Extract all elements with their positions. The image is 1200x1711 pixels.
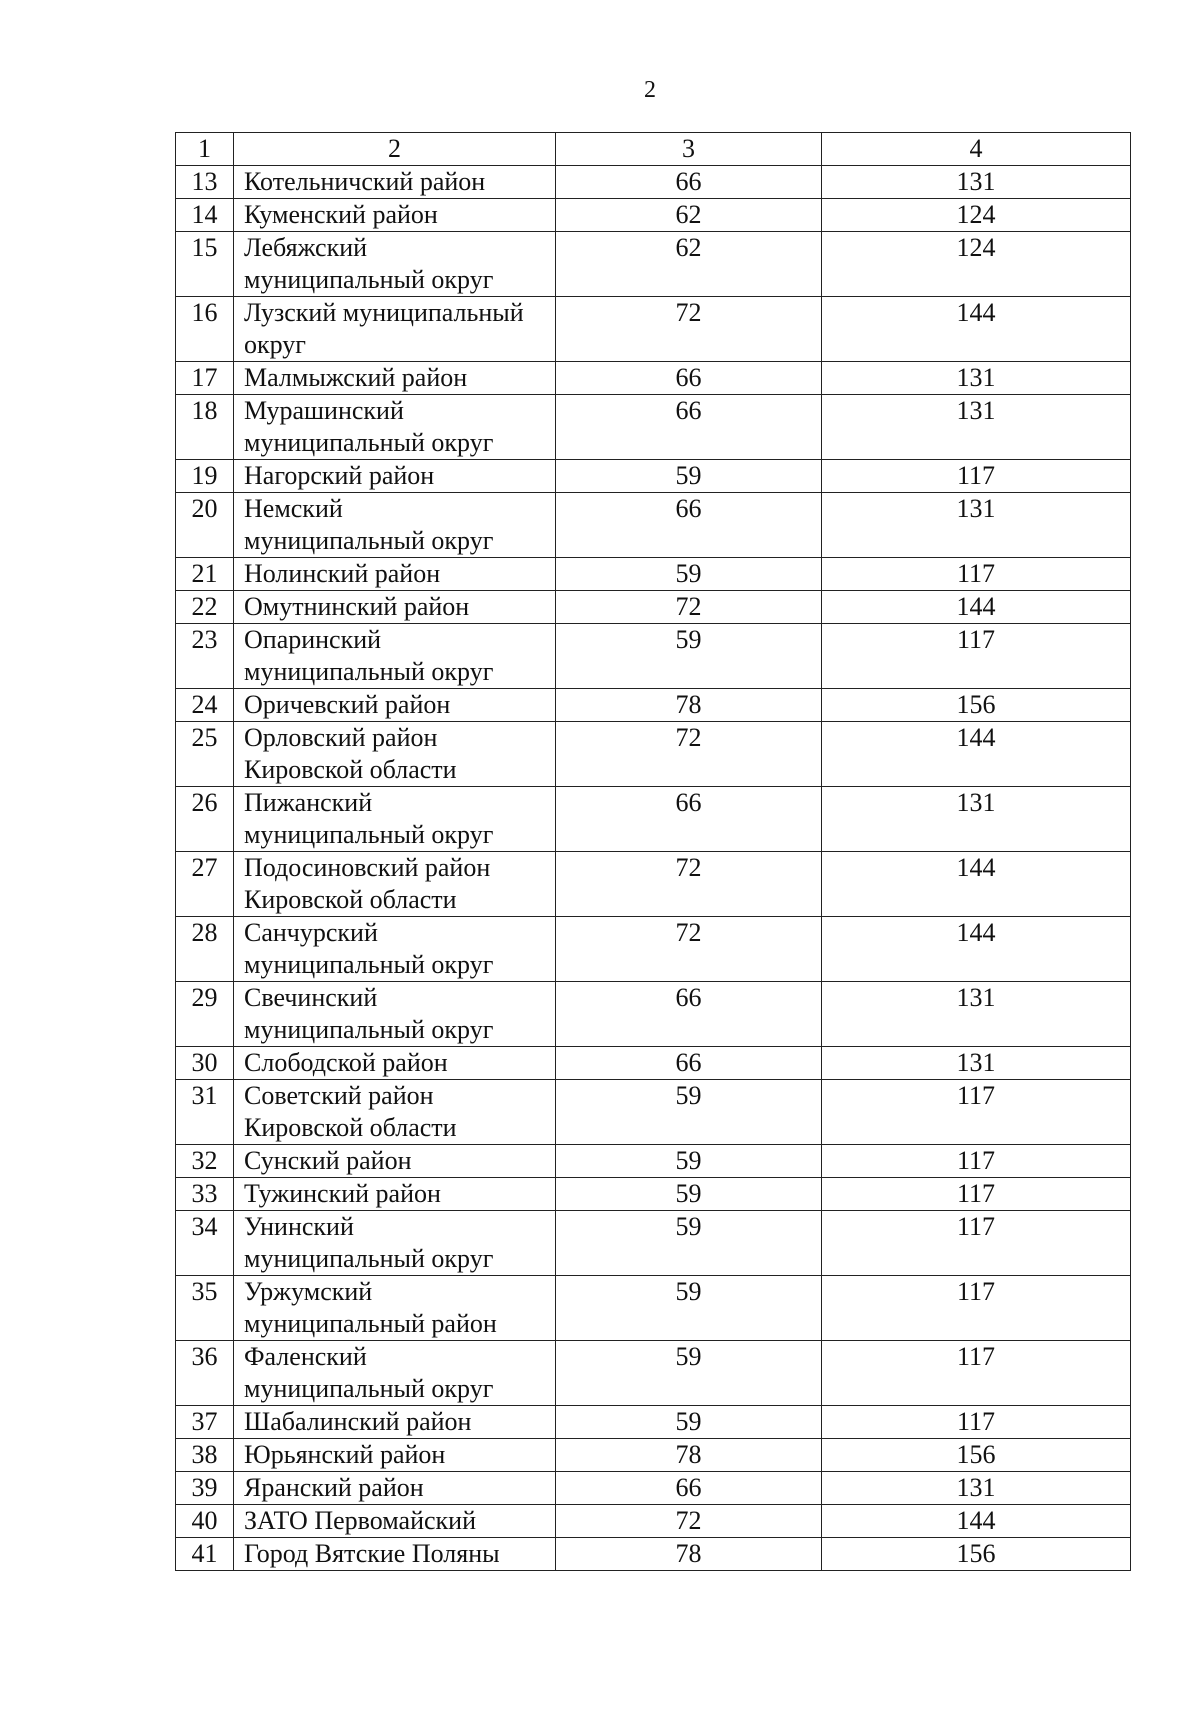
table-row bbox=[176, 493, 1131, 558]
row-number-cell: 14 bbox=[176, 199, 234, 232]
value-col3-cell: 59 bbox=[556, 460, 822, 493]
row-number-cell: 40 bbox=[176, 1505, 234, 1538]
value-col4-cell: 117 bbox=[822, 460, 1131, 493]
district-name-cell: Нолинский район bbox=[234, 558, 556, 591]
value-col4-cell: 117 bbox=[822, 1178, 1131, 1211]
value-col3-cell: 66 bbox=[556, 166, 822, 199]
district-name-cell: Лузский муниципальный округ bbox=[234, 297, 556, 362]
district-name-cell: Оричевский район bbox=[234, 689, 556, 722]
value-col3-cell: 59 bbox=[556, 1145, 822, 1178]
value-col3-cell: 78 bbox=[556, 1439, 822, 1472]
row-number-cell: 15 bbox=[176, 232, 234, 297]
district-name-cell: Малмыжский район bbox=[234, 362, 556, 395]
row-number-cell: 37 bbox=[176, 1406, 234, 1439]
value-col4-cell: 131 bbox=[822, 787, 1131, 852]
table-row bbox=[176, 362, 1131, 395]
value-col3-cell: 66 bbox=[556, 395, 822, 460]
row-number-cell: 24 bbox=[176, 689, 234, 722]
district-name-cell: Сунский район bbox=[234, 1145, 556, 1178]
row-number-cell: 35 bbox=[176, 1276, 234, 1341]
row-number-cell: 30 bbox=[176, 1047, 234, 1080]
page-number: 2 bbox=[644, 77, 656, 103]
value-col4-cell: 117 bbox=[822, 558, 1131, 591]
value-col4-cell: 156 bbox=[822, 1439, 1131, 1472]
row-number-cell: 27 bbox=[176, 852, 234, 917]
value-col3-cell: 66 bbox=[556, 1472, 822, 1505]
value-col4-cell: 144 bbox=[822, 1505, 1131, 1538]
row-number-cell: 21 bbox=[176, 558, 234, 591]
table-row bbox=[176, 558, 1131, 591]
value-col3-cell: 66 bbox=[556, 787, 822, 852]
value-col4-cell: 131 bbox=[822, 166, 1131, 199]
row-number-cell: 31 bbox=[176, 1080, 234, 1145]
value-col4-cell: 117 bbox=[822, 1276, 1131, 1341]
district-name-cell: Свечинский муниципальный округ bbox=[234, 982, 556, 1047]
district-name-cell: Юрьянский район bbox=[234, 1439, 556, 1472]
header-cell-4: 4 bbox=[822, 133, 1131, 166]
district-table bbox=[175, 132, 1131, 1571]
value-col3-cell: 72 bbox=[556, 722, 822, 787]
district-name-cell: Куменский район bbox=[234, 199, 556, 232]
row-number-cell: 18 bbox=[176, 395, 234, 460]
value-col3-cell: 66 bbox=[556, 493, 822, 558]
value-col4-cell: 117 bbox=[822, 1211, 1131, 1276]
table-row bbox=[176, 787, 1131, 852]
district-name-cell: Уржумский муниципальный район bbox=[234, 1276, 556, 1341]
value-col3-cell: 66 bbox=[556, 362, 822, 395]
value-col3-cell: 59 bbox=[556, 1211, 822, 1276]
value-col3-cell: 66 bbox=[556, 1047, 822, 1080]
table-row bbox=[176, 297, 1131, 362]
row-number-cell: 19 bbox=[176, 460, 234, 493]
value-col4-cell: 124 bbox=[822, 232, 1131, 297]
row-number-cell: 17 bbox=[176, 362, 234, 395]
row-number-cell: 13 bbox=[176, 166, 234, 199]
district-name-cell: Немский муниципальный округ bbox=[234, 493, 556, 558]
value-col3-cell: 78 bbox=[556, 689, 822, 722]
value-col4-cell: 131 bbox=[822, 395, 1131, 460]
table-row bbox=[176, 199, 1131, 232]
table-row bbox=[176, 917, 1131, 982]
value-col3-cell: 59 bbox=[556, 1406, 822, 1439]
table-header-row bbox=[176, 133, 1131, 166]
header-cell-2: 2 bbox=[234, 133, 556, 166]
district-name-cell: Санчурский муниципальный округ bbox=[234, 917, 556, 982]
value-col4-cell: 131 bbox=[822, 1047, 1131, 1080]
row-number-cell: 22 bbox=[176, 591, 234, 624]
table-row bbox=[176, 1538, 1131, 1571]
value-col3-cell: 72 bbox=[556, 591, 822, 624]
district-name-cell: Пижанский муниципальный округ bbox=[234, 787, 556, 852]
table-row bbox=[176, 1080, 1131, 1145]
row-number-cell: 28 bbox=[176, 917, 234, 982]
district-name-cell: Фаленский муниципальный округ bbox=[234, 1341, 556, 1406]
table-row bbox=[176, 1178, 1131, 1211]
row-number-cell: 38 bbox=[176, 1439, 234, 1472]
district-name-cell: Орловский район Кировской области bbox=[234, 722, 556, 787]
value-col3-cell: 59 bbox=[556, 624, 822, 689]
table-row bbox=[176, 395, 1131, 460]
value-col3-cell: 66 bbox=[556, 982, 822, 1047]
district-name-cell: Котельничский район bbox=[234, 166, 556, 199]
value-col4-cell: 156 bbox=[822, 689, 1131, 722]
value-col3-cell: 72 bbox=[556, 917, 822, 982]
table-row bbox=[176, 982, 1131, 1047]
district-name-cell: Омутнинский район bbox=[234, 591, 556, 624]
row-number-cell: 23 bbox=[176, 624, 234, 689]
row-number-cell: 32 bbox=[176, 1145, 234, 1178]
table-row bbox=[176, 1276, 1131, 1341]
value-col4-cell: 144 bbox=[822, 917, 1131, 982]
row-number-cell: 39 bbox=[176, 1472, 234, 1505]
value-col4-cell: 117 bbox=[822, 624, 1131, 689]
row-number-cell: 41 bbox=[176, 1538, 234, 1571]
row-number-cell: 29 bbox=[176, 982, 234, 1047]
table-row bbox=[176, 1472, 1131, 1505]
row-number-cell: 16 bbox=[176, 297, 234, 362]
value-col4-cell: 124 bbox=[822, 199, 1131, 232]
row-number-cell: 34 bbox=[176, 1211, 234, 1276]
table-row bbox=[176, 852, 1131, 917]
table-row bbox=[176, 1505, 1131, 1538]
value-col3-cell: 59 bbox=[556, 1276, 822, 1341]
value-col3-cell: 59 bbox=[556, 1080, 822, 1145]
value-col4-cell: 156 bbox=[822, 1538, 1131, 1571]
district-name-cell: Шабалинский район bbox=[234, 1406, 556, 1439]
district-name-cell: Нагорский район bbox=[234, 460, 556, 493]
value-col4-cell: 117 bbox=[822, 1341, 1131, 1406]
header-cell-1: 1 bbox=[176, 133, 234, 166]
row-number-cell: 26 bbox=[176, 787, 234, 852]
district-name-cell: Яранский район bbox=[234, 1472, 556, 1505]
value-col3-cell: 72 bbox=[556, 297, 822, 362]
table-row bbox=[176, 591, 1131, 624]
table-row bbox=[176, 1211, 1131, 1276]
table-row bbox=[176, 232, 1131, 297]
value-col4-cell: 117 bbox=[822, 1406, 1131, 1439]
table-row bbox=[176, 1047, 1131, 1080]
district-name-cell: Город Вятские Поляны bbox=[234, 1538, 556, 1571]
row-number-cell: 36 bbox=[176, 1341, 234, 1406]
row-number-cell: 20 bbox=[176, 493, 234, 558]
value-col3-cell: 72 bbox=[556, 852, 822, 917]
value-col4-cell: 131 bbox=[822, 493, 1131, 558]
table-row bbox=[176, 460, 1131, 493]
value-col4-cell: 144 bbox=[822, 852, 1131, 917]
table-row bbox=[176, 722, 1131, 787]
table-row bbox=[176, 1439, 1131, 1472]
row-number-cell: 25 bbox=[176, 722, 234, 787]
district-name-cell: Унинский муниципальный округ bbox=[234, 1211, 556, 1276]
table-row bbox=[176, 624, 1131, 689]
value-col3-cell: 78 bbox=[556, 1538, 822, 1571]
value-col4-cell: 117 bbox=[822, 1145, 1131, 1178]
value-col3-cell: 59 bbox=[556, 1341, 822, 1406]
value-col4-cell: 144 bbox=[822, 591, 1131, 624]
table-row bbox=[176, 689, 1131, 722]
value-col3-cell: 62 bbox=[556, 199, 822, 232]
value-col3-cell: 62 bbox=[556, 232, 822, 297]
district-name-cell: Тужинский район bbox=[234, 1178, 556, 1211]
district-name-cell: Подосиновский район Кировской области bbox=[234, 852, 556, 917]
district-name-cell: Опаринский муниципальный округ bbox=[234, 624, 556, 689]
table-row bbox=[176, 1341, 1131, 1406]
value-col4-cell: 144 bbox=[822, 297, 1131, 362]
value-col3-cell: 59 bbox=[556, 1178, 822, 1211]
row-number-cell: 33 bbox=[176, 1178, 234, 1211]
value-col4-cell: 144 bbox=[822, 722, 1131, 787]
district-name-cell: Слободской район bbox=[234, 1047, 556, 1080]
table-row bbox=[176, 1145, 1131, 1178]
district-name-cell: Советский район Кировской области bbox=[234, 1080, 556, 1145]
header-cell-3: 3 bbox=[556, 133, 822, 166]
district-name-cell: Лебяжский муниципальный округ bbox=[234, 232, 556, 297]
district-name-cell: ЗАТО Первомайский bbox=[234, 1505, 556, 1538]
value-col4-cell: 117 bbox=[822, 1080, 1131, 1145]
table-row bbox=[176, 1406, 1131, 1439]
district-name-cell: Мурашинский муниципальный округ bbox=[234, 395, 556, 460]
value-col3-cell: 59 bbox=[556, 558, 822, 591]
value-col3-cell: 72 bbox=[556, 1505, 822, 1538]
value-col4-cell: 131 bbox=[822, 982, 1131, 1047]
table-row bbox=[176, 166, 1131, 199]
value-col4-cell: 131 bbox=[822, 362, 1131, 395]
value-col4-cell: 131 bbox=[822, 1472, 1131, 1505]
